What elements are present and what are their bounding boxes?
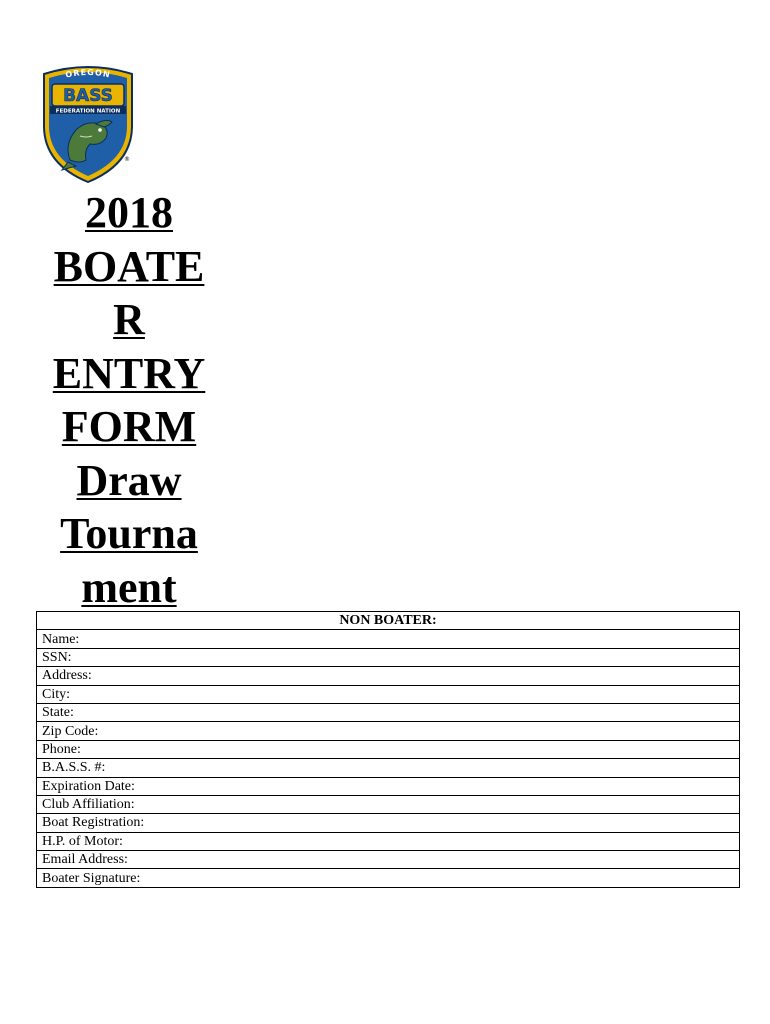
title-line: ENTRY	[52, 348, 206, 398]
field-address[interactable]: Address:	[37, 667, 740, 685]
field-name[interactable]: Name:	[37, 630, 740, 648]
bass-shield-icon	[40, 64, 136, 184]
title-line: ment	[81, 562, 177, 612]
title-line: BOATE	[53, 241, 205, 291]
table-header-row	[37, 612, 740, 630]
table-row[interactable]	[37, 777, 740, 795]
field-hp-of-motor[interactable]: H.P. of Motor:	[37, 832, 740, 850]
table-row[interactable]	[37, 759, 740, 777]
table-row[interactable]	[37, 685, 740, 703]
title-line: Draw	[76, 455, 182, 505]
field-bass-number[interactable]: B.A.S.S. #:	[37, 759, 740, 777]
table-row[interactable]	[37, 722, 740, 740]
table-row[interactable]	[37, 703, 740, 721]
logo-sub-text: FEDERATION NATION	[55, 108, 121, 115]
title-line: 2018	[85, 188, 173, 237]
form-title	[36, 186, 222, 614]
logo-brand-text: BASS	[63, 86, 113, 106]
table-row[interactable]	[37, 851, 740, 869]
table-row[interactable]	[37, 814, 740, 832]
logo-top-text: OREGON	[64, 67, 112, 80]
oregon-bass-logo	[40, 64, 136, 184]
field-boat-registration[interactable]: Boat Registration:	[37, 814, 740, 832]
title-line: FORM	[61, 402, 197, 451]
field-phone[interactable]: Phone:	[37, 740, 740, 758]
field-boater-signature[interactable]: Boater Signature:	[37, 869, 740, 887]
field-state[interactable]: State:	[37, 703, 740, 721]
registered-mark: ®	[124, 156, 130, 163]
field-club-affiliation[interactable]: Club Affiliation:	[37, 795, 740, 813]
field-email-address[interactable]: Email Address:	[37, 851, 740, 869]
title-line: R	[113, 295, 145, 344]
table-row[interactable]	[37, 740, 740, 758]
table-row[interactable]	[37, 869, 740, 887]
field-zip-code[interactable]: Zip Code:	[37, 722, 740, 740]
table-row[interactable]	[37, 795, 740, 813]
table-row[interactable]	[37, 630, 740, 648]
table-row[interactable]	[37, 648, 740, 666]
table-row[interactable]	[37, 667, 740, 685]
non-boater-form-table	[36, 611, 740, 888]
title-line: Tourna	[60, 509, 198, 558]
table-row[interactable]	[37, 832, 740, 850]
field-city[interactable]: City:	[37, 685, 740, 703]
field-expiration-date[interactable]: Expiration Date:	[37, 777, 740, 795]
non-boater-header: NON BOATER:	[37, 612, 740, 630]
field-ssn[interactable]: SSN:	[37, 648, 740, 666]
